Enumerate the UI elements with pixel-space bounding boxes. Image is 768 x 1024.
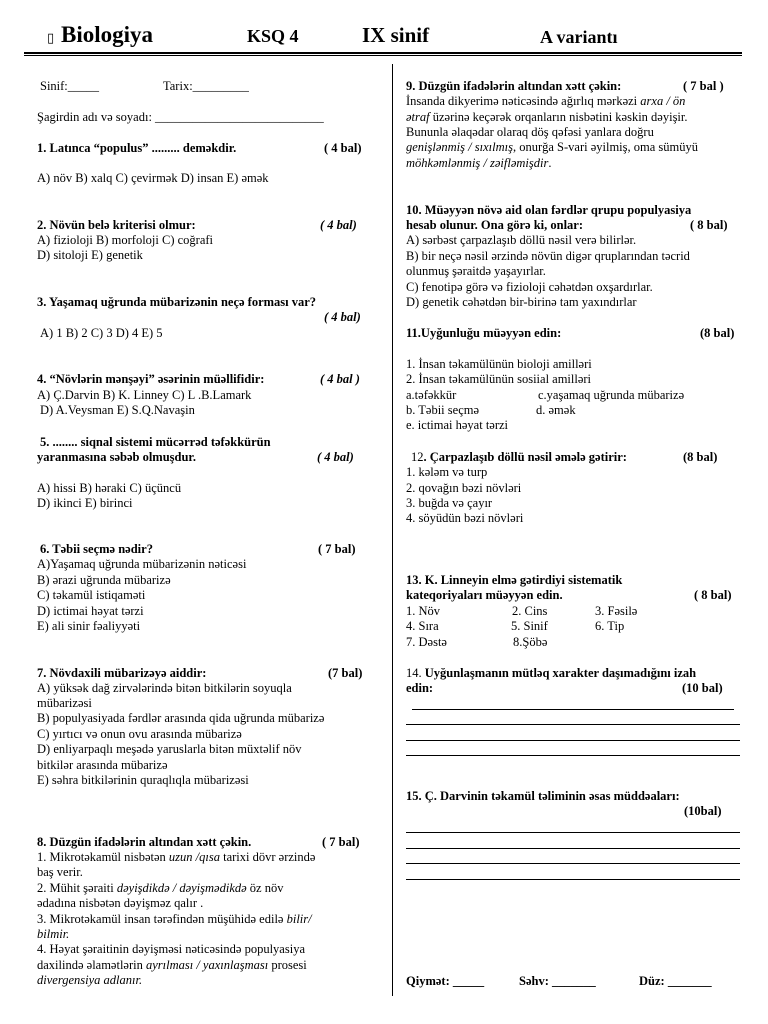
q10-option: C) fenotipə görə və fizioloji cəhətdən oxşardırlar.: [406, 280, 653, 294]
q15-answer-line[interactable]: [406, 863, 740, 864]
q13-category: 8.Şöbə: [513, 635, 548, 649]
q8-statement-4: 4. Həyat şəraitinin dəyişməsi nəticəsində populyasiya: [37, 942, 305, 956]
q6-option: E) ali sinir fəaliyyəti: [37, 619, 141, 633]
q4-text: 4. “Növlərin mənşəyi” əsərinin müəllifidir:: [37, 372, 265, 386]
q14-answer-line[interactable]: [406, 724, 740, 725]
test-code: KSQ 4: [247, 26, 299, 46]
wrong-count-field: Səhv: _______: [519, 974, 596, 988]
q3-options: A) 1 B) 2 C) 3 D) 4 E) 5: [40, 326, 163, 340]
q5-text-2: yaranmasına səbəb olmuşdur.: [37, 450, 196, 464]
q6-text: 6. Təbii seçmə nədir?: [40, 542, 153, 556]
q9-line: genişlənmiş / sıxılmış, onurğa S-vari əyilmiş, oma sümüyü: [406, 140, 698, 154]
q2-points: ( 4 bal): [320, 218, 357, 232]
class-field: Sinif:_____: [40, 79, 100, 93]
q15-points: (10bal): [684, 804, 722, 818]
q7-option: E) səhra bitkilərinin quraqlıqla mübarizəsi: [37, 773, 249, 787]
q1-points: ( 4 bal): [324, 141, 362, 155]
q3-points: ( 4 bal): [324, 310, 361, 324]
q7-points: (7 bal): [328, 666, 363, 680]
q1-options: A) növ B) xalq C) çevirmək D) insan E) əmək: [37, 171, 269, 185]
q15-text: 15. Ç. Darvinin təkamül təliminin əsas müddəaları:: [406, 789, 680, 803]
q8-statement-1: 1. Mikrotəkamül nisbətən uzun /qısa tarixi dövr ərzində: [37, 850, 316, 864]
q2-options-2: D) sitoloji E) genetik: [37, 248, 143, 262]
q15-answer-line[interactable]: [406, 848, 740, 849]
q14-text-2: edin:: [406, 681, 434, 695]
q9-points: ( 7 bal ): [683, 79, 724, 93]
q7-option: bitkilər arasında mübarizə: [37, 758, 168, 772]
column-divider: [392, 64, 393, 996]
q7-option: A) yüksək dağ zirvələrində bitən bitkilərin soyuqla: [37, 681, 292, 695]
variant-label: A variantı: [540, 27, 618, 47]
q12-option: 2. qovağın bəzi növləri: [406, 481, 522, 495]
q12-option: 3. buğda və çayır: [406, 496, 493, 510]
q15-answer-line[interactable]: [406, 832, 740, 833]
q14-text: 14. Uyğunlaşmanın mütləq xarakter daşımadığını izah: [406, 666, 697, 680]
q6-points: ( 7 bal): [318, 542, 356, 556]
q13-category: 7. Dəstə: [406, 635, 447, 649]
q12-option: 1. kələm və turp: [406, 465, 488, 479]
q13-points: ( 8 bal): [694, 588, 732, 602]
q11-choice-c: c.yaşamaq uğrunda mübarizə: [538, 388, 685, 402]
q10-option: A) sərbəst çarpazlaşıb döllü nəsil verə bilirlər.: [406, 233, 637, 247]
q8-statement-4-end: divergensiya adlanır.: [37, 973, 143, 987]
q13-category: 5. Sinif: [511, 619, 548, 633]
q10-text-2: hesab olunur. Ona görə ki, onlar:: [406, 218, 584, 232]
right-count-field: Düz: _______: [639, 974, 712, 988]
q3-text: 3. Yaşamaq uğrunda mübarizənin neçə forması var?: [37, 295, 317, 309]
q2-text: 2. Növün belə kriterisi olmur:: [37, 218, 196, 232]
q11-choice-b: b. Təbii seçmə: [406, 403, 480, 417]
q9-line: ətraf üzərinə keçərək orqanların nisbətini kəskin dəyişir.: [406, 110, 688, 124]
q6-option: A)Yaşamaq uğrunda mübarizənin nəticəsi: [37, 557, 247, 571]
q13-text-1: 13. K. Linneyin elmə gətirdiyi sistematik: [406, 573, 623, 587]
q13-category: 1. Növ: [406, 604, 441, 618]
q14-answer-line[interactable]: [406, 740, 740, 741]
q10-option: D) genetik cəhətdən bir-birinə tam yaxındırlar: [406, 295, 637, 309]
q9-line: möhkəmlənmiş / zəifləmişdir.: [406, 156, 552, 170]
q15-answer-line[interactable]: [406, 879, 740, 880]
q14-points: (10 bal): [682, 681, 723, 695]
q11-points: (8 bal): [700, 326, 735, 340]
q14-answer-line[interactable]: [406, 755, 740, 756]
q8-statement-3: 3. Mikrotəkamül insan tərəfindən müşühidə edilə bilir/: [37, 912, 312, 926]
q14-answer-line[interactable]: [412, 709, 734, 710]
q7-option: B) populyasiyada fərdlər arasında qida uğrunda mübarizə: [37, 711, 325, 725]
q13-text-2: kateqoriyaları müəyyən edin.: [406, 588, 563, 602]
q1-text: 1. Latınca “populus” ......... deməkdir.: [37, 141, 237, 155]
q7-option: mübarizəsi: [37, 696, 92, 710]
q8-statement-4-mid: daxilində əlamətlərin ayrılması / yaxınlaşması prosesi: [37, 958, 307, 972]
q13-category: 6. Tip: [595, 619, 625, 633]
q7-text: 7. Növdaxili mübarizəyə aiddir:: [37, 666, 207, 680]
q11-choice-e: e. ictimai həyat tərzi: [406, 418, 509, 432]
q13-category: 4. Sıra: [406, 619, 439, 633]
q7-option: C) yırtıcı və onun ovu arasında mübarizə: [37, 727, 242, 741]
q8-text: 8. Düzgün ifadələrin altından xətt çəkin.: [37, 835, 252, 849]
grade-field: Qiymət: _____: [406, 974, 485, 988]
student-name-field: Şagirdin adı və soyadı: ___________________________: [37, 110, 324, 124]
q13-category: 2. Cins: [512, 604, 548, 618]
q10-points: ( 8 bal): [690, 218, 728, 232]
q10-text-1: 10. Müəyyən növə aid olan fərdlər qrupu populyasiya: [406, 203, 692, 217]
q11-choice-d: d. əmək: [536, 403, 576, 417]
q4-options-2: D) A.Veysman E) S.Q.Navaşin: [40, 403, 195, 417]
q6-option: D) ictimai həyat tərzi: [37, 604, 144, 618]
q9-line: Bununla əlaqədar olaraq döş qəfəsi yanlara doğru: [406, 125, 654, 139]
q9-text: 9. Düzgün ifadələrin altından xətt çəkin:: [406, 79, 622, 93]
q13-category: 3. Fəsilə: [595, 604, 638, 618]
q6-option: B) ərazi uğrunda mübarizə: [37, 573, 171, 587]
header-marker: ▯: [47, 30, 55, 45]
q11-text: 11.Uyğunluğu müəyyən edin:: [406, 326, 562, 340]
q5-options-2: D) ikinci E) birinci: [37, 496, 133, 510]
header-rule: [24, 52, 742, 54]
q7-option: D) enliyarpaqlı meşədə yaruslarla bitən müxtəlif növ: [37, 742, 302, 756]
q10-option: B) bir neçə nəsil ərzində növün digər qruplarından təcrid: [406, 249, 690, 263]
q5-points: ( 4 bal): [317, 450, 354, 464]
header-rule-thin: [24, 55, 742, 56]
q12-text: 12. Çarpazlaşıb döllü nəsil əmələ gətirir:: [411, 450, 627, 464]
q4-points: ( 4 bal ): [320, 372, 360, 386]
q2-options-1: A) fizioloji B) morfoloji C) coğrafi: [37, 233, 214, 247]
grade-label: IX sinif: [362, 23, 430, 47]
q8-points: ( 7 bal): [322, 835, 360, 849]
q8-statement-2-end: ədadına nisbətən dəyişməz qalır .: [37, 896, 204, 910]
q11-choice-a: a.təfəkkür: [406, 388, 457, 402]
q8-statement-3-end: bilmir.: [37, 927, 70, 941]
q5-options-1: A) hissi B) həraki C) üçüncü: [37, 481, 182, 495]
q11-item: 2. İnsan təkamülünün sosiial amilləri: [406, 372, 592, 386]
q8-statement-1-end: baş verir.: [37, 865, 83, 879]
subject-title: Biologiya: [61, 22, 154, 47]
q5-text-1: 5. ........ siqnal sistemi mücərrəd təfəkkürün: [40, 435, 271, 449]
q12-option: 4. söyüdün bəzi növləri: [406, 511, 524, 525]
q12-points: (8 bal): [683, 450, 718, 464]
q8-statement-2: 2. Mühit şəraiti dəyişdikdə / dəyişmədikdə öz növ: [37, 881, 284, 895]
q9-line: İnsanda dikyerimə nəticəsində ağırlıq mərkəzi arxa / ön: [406, 94, 686, 108]
q11-item: 1. İnsan təkamülünün bioloji amilləri: [406, 357, 592, 371]
q10-option: olunmuş şəraitdə yaşayırlar.: [406, 264, 546, 278]
q4-options-1: A) Ç.Darvin B) K. Linney C) L .B.Lamark: [37, 388, 252, 402]
q6-option: C) təkamül istiqaməti: [37, 588, 146, 602]
date-field: Tarix:_________: [163, 79, 249, 93]
